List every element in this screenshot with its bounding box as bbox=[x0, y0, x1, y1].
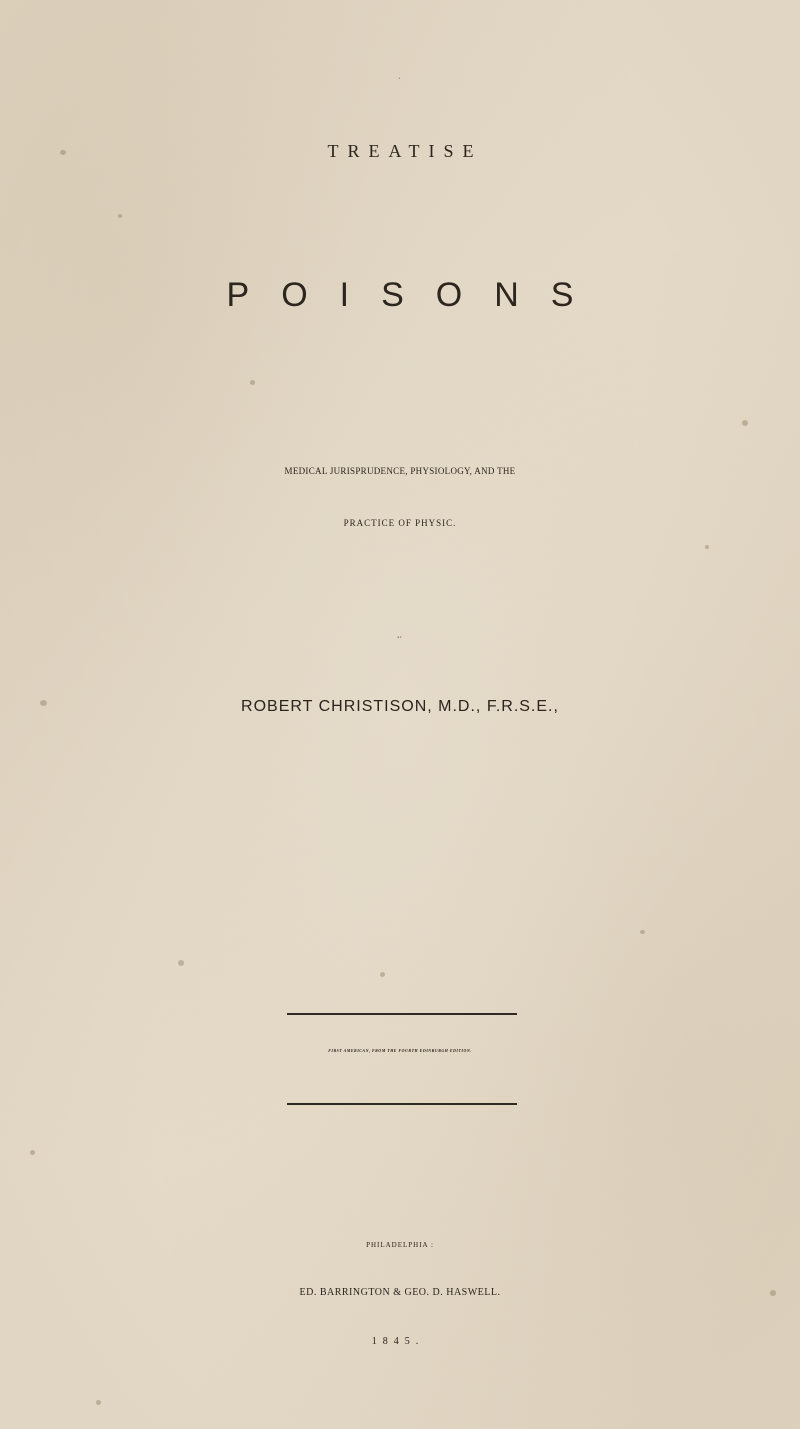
paper-speck bbox=[118, 214, 122, 218]
divider-rule-top bbox=[287, 1013, 517, 1015]
divider-rule-bottom bbox=[287, 1103, 517, 1105]
paper-speck bbox=[178, 960, 184, 966]
imprint-city: PHILADELPHIA : bbox=[366, 1241, 434, 1249]
paper-speck bbox=[60, 150, 66, 155]
paper-speck bbox=[40, 700, 47, 706]
paper-speck bbox=[380, 972, 385, 977]
paper-speck bbox=[705, 545, 709, 549]
title-article: A bbox=[398, 78, 402, 80]
paper-speck bbox=[30, 1150, 35, 1155]
edition-statement: FIRST AMERICAN, FROM THE FOURTH EDINBURGH EDITION. bbox=[328, 1048, 472, 1053]
paper-speck bbox=[742, 420, 748, 426]
title-main: TREATISE bbox=[327, 141, 483, 161]
imprint-publisher: ED. BARRINGTON & GEO. D. HASWELL. bbox=[299, 1287, 501, 1298]
by-line: BY bbox=[397, 637, 403, 639]
paper-speck bbox=[96, 1400, 101, 1405]
title-subject: POISONS bbox=[226, 276, 606, 314]
paper-speck bbox=[770, 1290, 776, 1296]
author-name: ROBERT CHRISTISON, M.D., F.R.S.E., bbox=[241, 698, 559, 715]
fields-line-1: MEDICAL JURISPRUDENCE, PHYSIOLOGY, AND THE bbox=[284, 466, 516, 476]
paper-speck bbox=[640, 930, 645, 934]
fields-line-2: PRACTICE OF PHYSIC. bbox=[343, 518, 457, 528]
imprint-year: 1845. bbox=[371, 1336, 425, 1347]
paper-speck bbox=[250, 380, 255, 385]
